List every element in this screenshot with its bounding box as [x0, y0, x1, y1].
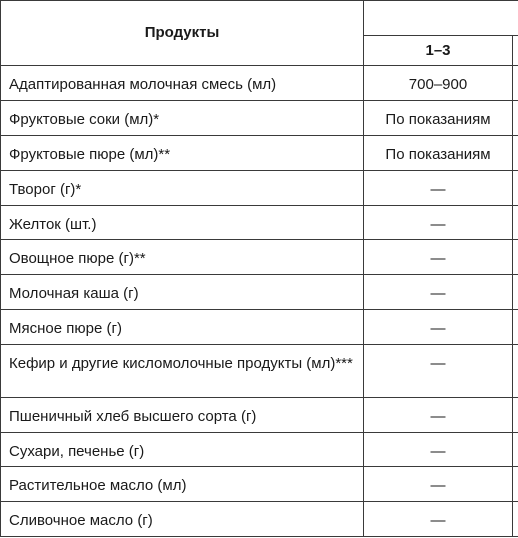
- table-row: [1, 309, 518, 344]
- table-row: [1, 66, 518, 101]
- empty-cell: [513, 240, 518, 275]
- table-row: [1, 240, 518, 275]
- product-name: Адаптированная молочная смесь (мл): [1, 66, 364, 101]
- empty-cell: [513, 432, 518, 467]
- empty-cell: [513, 397, 518, 432]
- empty-cell: [513, 344, 518, 397]
- product-name: Растительное масло (мл): [1, 467, 364, 502]
- empty-cell: [513, 467, 518, 502]
- table-row: [1, 101, 518, 136]
- empty-cell: [513, 309, 518, 344]
- empty-cell: [513, 101, 518, 136]
- table-row: [1, 344, 518, 397]
- product-value: —: [364, 309, 513, 344]
- table-row: [1, 205, 518, 240]
- product-value: По показаниям: [364, 135, 513, 170]
- empty-cell: [513, 66, 518, 101]
- product-name: Фруктовые соки (мл)*: [1, 101, 364, 136]
- product-name: Молочная каша (г): [1, 275, 364, 310]
- table-row: [1, 467, 518, 502]
- empty-cell: [513, 135, 518, 170]
- empty-cell: [513, 205, 518, 240]
- empty-cell: [513, 275, 518, 310]
- product-name: Пшеничный хлеб высшего сорта (г): [1, 397, 364, 432]
- product-value: —: [364, 344, 513, 397]
- product-value: —: [364, 467, 513, 502]
- header-products: Продукты: [1, 1, 364, 66]
- product-value: 700–900: [364, 66, 513, 101]
- product-name: Сливочное масло (г): [1, 502, 364, 537]
- empty-cell: [513, 502, 518, 537]
- product-value: —: [364, 170, 513, 205]
- header-next-column: [513, 35, 518, 66]
- product-value: —: [364, 275, 513, 310]
- table-row: [1, 502, 518, 537]
- product-name: Сухари, печенье (г): [1, 432, 364, 467]
- table-row: [1, 135, 518, 170]
- product-value: —: [364, 205, 513, 240]
- product-value: —: [364, 502, 513, 537]
- table-row: [1, 432, 518, 467]
- header-age-group-span: [364, 1, 518, 36]
- product-name: Кефир и другие кисломолочные продукты (мл)***: [1, 344, 364, 397]
- product-name: Творог (г)*: [1, 170, 364, 205]
- product-value: —: [364, 432, 513, 467]
- product-value: —: [364, 397, 513, 432]
- product-name: Овощное пюре (г)**: [1, 240, 364, 275]
- empty-cell: [513, 170, 518, 205]
- table-row: [1, 275, 518, 310]
- header-age-1-3: 1–3: [364, 35, 513, 66]
- product-value: По показаниям: [364, 101, 513, 136]
- table-row: [1, 170, 518, 205]
- product-name: Желток (шт.): [1, 205, 364, 240]
- table-row: [1, 397, 518, 432]
- product-name: Мясное пюре (г): [1, 309, 364, 344]
- product-value: —: [364, 240, 513, 275]
- product-name: Фруктовые пюре (мл)**: [1, 135, 364, 170]
